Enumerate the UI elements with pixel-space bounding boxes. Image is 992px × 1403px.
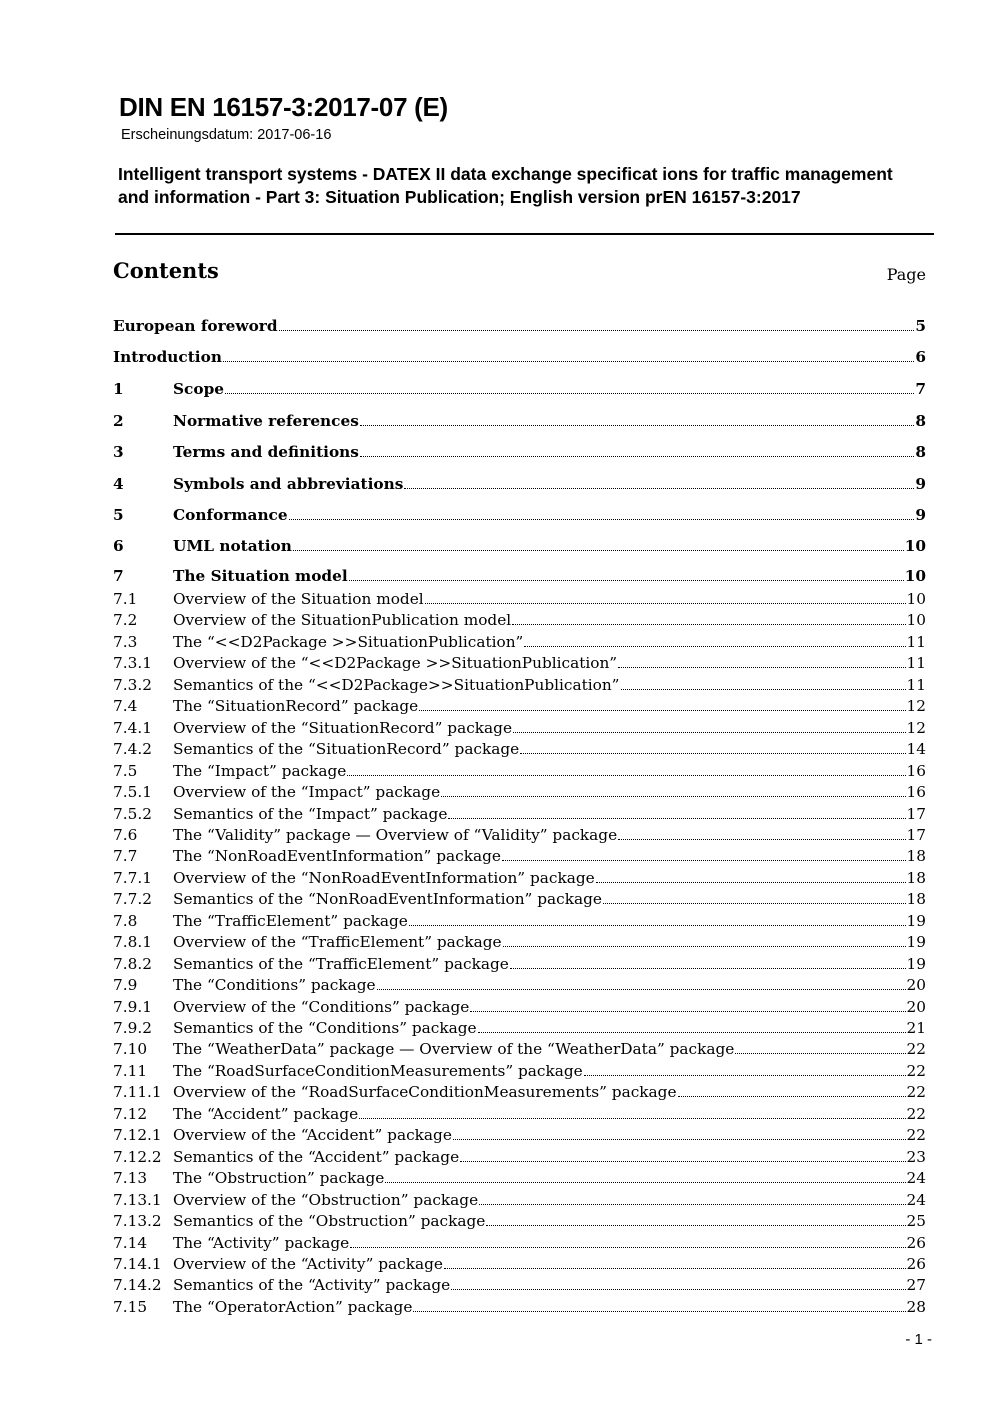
toc-section-title: The “Conditions” package (173, 976, 376, 995)
toc-page-number: 7 (915, 380, 926, 398)
toc-section-number: 7.4.1 (113, 718, 152, 737)
toc-page-number: 11 (906, 675, 926, 694)
toc-page-number: 28 (906, 1297, 926, 1316)
toc-page-number: 17 (906, 825, 926, 844)
toc-dot-leader (478, 1029, 906, 1033)
toc-dot-leader (425, 600, 906, 604)
toc-page-number: 9 (915, 475, 926, 493)
toc-section-number: 7.12.1 (113, 1126, 162, 1145)
toc-entry[interactable] (113, 1296, 926, 1316)
toc-section-title: Overview of the Situation model (173, 590, 424, 608)
toc-page-number: 25 (906, 1212, 926, 1231)
toc-entry[interactable] (113, 781, 926, 801)
toc-dot-leader (404, 485, 914, 489)
toc-dot-leader (460, 1158, 905, 1162)
toc-page-number: 14 (906, 740, 926, 759)
toc-page-number: 21 (906, 1019, 926, 1037)
toc-entry[interactable] (113, 674, 926, 694)
toc-page-number: 19 (906, 933, 926, 952)
toc-section-number: 7.11 (113, 1061, 148, 1080)
toc-section-number: 7.6 (113, 825, 138, 844)
toc-entry[interactable] (113, 717, 926, 737)
toc-page-number: 22 (906, 1126, 926, 1145)
toc-section-title: Semantics of the “Activity” package (173, 1276, 451, 1295)
toc-section-number: 7.4.2 (113, 740, 152, 759)
toc-dot-leader (349, 577, 904, 581)
toc-page-number: 11 (906, 654, 926, 673)
toc-entry[interactable] (113, 1253, 926, 1273)
toc-page-number: 22 (906, 1040, 926, 1059)
toc-entry[interactable] (113, 1060, 926, 1080)
toc-section-number: 7.13.2 (113, 1212, 162, 1231)
toc-entry[interactable] (113, 738, 926, 758)
toc-entry[interactable] (113, 1038, 926, 1058)
document-id: DIN EN 16157-3:2017-07 (E) (119, 92, 448, 122)
publication-date: Erscheinungsdatum: 2017-06-16 (121, 127, 332, 143)
toc-section-number: 7.4 (113, 697, 138, 716)
toc-section-number: 7.3.2 (113, 675, 152, 694)
toc-page-number: 22 (906, 1083, 926, 1102)
toc-section-number: 7.7.2 (113, 890, 152, 909)
toc-section-title: Semantics of the “<<D2Package>>SituationPublication” (173, 675, 620, 694)
toc-section-title: Overview of the “<<D2Package >>SituationPublication” (173, 654, 618, 673)
toc-section-title: Symbols and abbreviations (173, 475, 404, 493)
toc-section-number: 7.12 (113, 1104, 148, 1123)
toc-section-number: 7.7.1 (113, 868, 152, 887)
toc-dot-leader (510, 965, 906, 969)
footer-page-number: - 1 - (905, 1331, 932, 1348)
toc-section-title: The “NonRoadEventInformation” package (173, 847, 501, 866)
toc-entry[interactable] (113, 1232, 926, 1252)
toc-section-title: The “OperatorAction” package (173, 1297, 413, 1316)
toc-dot-leader (453, 1136, 906, 1140)
toc-dot-leader (470, 1008, 905, 1012)
toc-section-number: 7.12.2 (113, 1147, 162, 1166)
toc-page-number: 6 (915, 348, 926, 366)
toc-section-number: 7.15 (113, 1297, 148, 1316)
page-column-heading: Page (886, 265, 926, 284)
toc-entry[interactable] (113, 845, 926, 865)
toc-page-number: 19 (906, 911, 926, 930)
toc-section-number: 7.14 (113, 1233, 148, 1252)
toc-section-number: 7.8 (113, 911, 138, 930)
toc-entry[interactable] (113, 565, 926, 585)
toc-dot-leader (524, 643, 905, 647)
toc-section-number: 7.8.1 (113, 933, 152, 952)
toc-section-number: 7.9 (113, 976, 138, 995)
toc-dot-leader (486, 1222, 905, 1226)
toc-section-title: Semantics of the “Conditions” package (173, 1019, 477, 1037)
toc-section-number: 7.13.1 (113, 1190, 162, 1209)
toc-section-title: UML notation (173, 537, 292, 555)
toc-entry[interactable] (113, 910, 926, 930)
toc-section-title: The “Accident” package (173, 1104, 359, 1123)
contents-heading: Contents (113, 258, 219, 283)
toc-entry[interactable] (113, 1017, 926, 1037)
toc-section-number: 7.5.2 (113, 804, 152, 823)
toc-section-title: Overview of the “NonRoadEventInformation” package (173, 868, 595, 887)
toc-section-title: Semantics of the “Accident” package (173, 1147, 460, 1166)
toc-entry[interactable] (113, 1081, 926, 1101)
toc-dot-leader (377, 986, 906, 990)
toc-entry[interactable] (113, 315, 926, 335)
toc-section-title: Overview of the “SituationRecord” package (173, 718, 512, 737)
toc-entry[interactable] (113, 441, 926, 461)
toc-page-number: 19 (906, 954, 926, 973)
toc-page-number: 24 (906, 1169, 926, 1188)
toc-entry[interactable] (113, 1103, 926, 1123)
toc-section-title: The “TrafficElement” package (173, 911, 408, 930)
toc-entry[interactable] (113, 803, 926, 823)
toc-section-title: Semantics of the “NonRoadEventInformation” package (173, 890, 602, 909)
toc-page-number: 22 (906, 1104, 926, 1123)
toc-page-number: 10 (904, 537, 926, 555)
toc-dot-leader (360, 453, 914, 457)
toc-entry[interactable] (113, 1146, 926, 1166)
toc-dot-leader (385, 1179, 905, 1183)
toc-page-number: 8 (915, 443, 926, 461)
toc-dot-leader (444, 1265, 906, 1269)
toc-section-number: 7.8.2 (113, 954, 152, 973)
toc-section-title: Overview of the “Conditions” package (173, 997, 470, 1016)
toc-section-number: 3 (113, 443, 124, 461)
toc-page-number: 10 (904, 567, 926, 585)
toc-section-title: The “Obstruction” package (173, 1169, 385, 1188)
toc-section-number: 5 (113, 506, 124, 524)
toc-section-number: 7.5.1 (113, 783, 152, 802)
toc-dot-leader (409, 922, 906, 926)
toc-entry[interactable] (113, 504, 926, 524)
toc-section-number: 7.9.2 (113, 1019, 152, 1037)
toc-dot-leader (289, 516, 915, 520)
toc-page-number: 5 (915, 317, 926, 335)
toc-dot-leader (678, 1093, 906, 1097)
toc-dot-leader (502, 857, 906, 861)
toc-section-title: Semantics of the “Obstruction” package (173, 1212, 486, 1231)
toc-section-number: 7.11.1 (113, 1083, 162, 1102)
toc-section-title: Overview of the “Activity” package (173, 1254, 443, 1273)
toc-entry[interactable] (113, 1189, 926, 1209)
toc-page-number: 23 (906, 1147, 926, 1166)
toc-section-title: The “Validity” package — Overview of “Validity” package (173, 825, 618, 844)
toc-entry[interactable] (113, 953, 926, 973)
toc-entry[interactable] (113, 1167, 926, 1187)
toc-entry[interactable] (113, 588, 926, 608)
toc-dot-leader (448, 815, 905, 819)
toc-section-title: The “RoadSurfaceConditionMeasurements” package (173, 1061, 583, 1080)
toc-section-title: The “<<D2Package >>SituationPublication” (173, 632, 524, 651)
toc-section-title: Overview of the “Accident” package (173, 1126, 452, 1145)
toc-dot-leader (512, 621, 905, 625)
toc-dot-leader (350, 1244, 905, 1248)
toc-section-number: 7.5 (113, 761, 138, 780)
toc-page-number: 26 (906, 1254, 926, 1273)
toc-entry[interactable] (113, 760, 926, 780)
toc-dot-leader (618, 664, 905, 668)
toc-page-number: 27 (906, 1276, 926, 1295)
toc-section-title: Overview of the “Obstruction” package (173, 1190, 479, 1209)
toc-section-title: Overview of the “RoadSurfaceConditionMeasurements” package (173, 1083, 677, 1102)
toc-dot-leader (603, 900, 906, 904)
toc-entry[interactable] (113, 1210, 926, 1230)
toc-dot-leader (513, 729, 906, 733)
toc-page-number: 8 (915, 412, 926, 430)
toc-section-number: 7.14.2 (113, 1276, 162, 1295)
toc-entry[interactable] (113, 824, 926, 844)
toc-section-title: The “SituationRecord” package (173, 697, 419, 716)
toc-entry[interactable] (113, 867, 926, 887)
toc-section-title: Overview of the “TrafficElement” package (173, 933, 502, 952)
toc-page-number: 18 (906, 847, 926, 866)
toc-dot-leader (618, 836, 905, 840)
toc-section-title: Semantics of the “TrafficElement” package (173, 954, 509, 973)
toc-entry[interactable] (113, 931, 926, 951)
toc-page-number: 9 (915, 506, 926, 524)
toc-entry[interactable] (113, 410, 926, 430)
toc-dot-leader (520, 750, 905, 754)
toc-section-title: The Situation model (173, 567, 348, 585)
toc-page-number: 10 (906, 611, 926, 630)
toc-page-number: 20 (906, 997, 926, 1016)
toc-entry[interactable] (113, 609, 926, 629)
toc-section-title: Overview of the “Impact” package (173, 783, 441, 802)
toc-section-title: Semantics of the “SituationRecord” package (173, 740, 520, 759)
toc-dot-leader (413, 1308, 905, 1312)
toc-section-title: Conformance (173, 506, 288, 524)
toc-section-number: 7.7 (113, 847, 138, 866)
toc-section-number: 4 (113, 475, 124, 493)
toc-page-number: 20 (906, 976, 926, 995)
toc-entry[interactable] (113, 631, 926, 651)
toc-section-number: 1 (113, 380, 124, 398)
toc-section-number: 7.2 (113, 611, 138, 630)
toc-section-number: 7 (113, 567, 124, 585)
toc-section-title: Normative references (173, 412, 359, 430)
toc-entry[interactable] (113, 346, 926, 366)
toc-entry[interactable] (113, 378, 926, 398)
toc-section-number: 7.3.1 (113, 654, 152, 673)
toc-section-title: The “Activity” package (173, 1233, 350, 1252)
toc-dot-leader (279, 327, 915, 331)
toc-entry[interactable] (113, 888, 926, 908)
toc-dot-leader (621, 686, 906, 690)
toc-page-number: 18 (906, 890, 926, 909)
toc-entry[interactable] (113, 535, 926, 555)
toc-dot-leader (479, 1201, 905, 1205)
toc-page-number: 17 (906, 804, 926, 823)
toc-section-number: 7.3 (113, 632, 138, 651)
toc-page-number: 16 (906, 761, 926, 780)
toc-section-title: Introduction (113, 348, 222, 366)
toc-dot-leader (419, 707, 905, 711)
toc-section-title: Terms and definitions (173, 443, 359, 461)
toc-page-number: 18 (906, 868, 926, 887)
toc-entry[interactable] (113, 652, 926, 672)
toc-entry[interactable] (113, 1124, 926, 1144)
toc-section-title: Semantics of the “Impact” package (173, 804, 448, 823)
toc-page-number: 12 (906, 697, 926, 716)
table-of-contents (113, 0, 926, 1403)
toc-entry[interactable] (113, 695, 926, 715)
toc-page-number: 22 (906, 1061, 926, 1080)
toc-section-number: 6 (113, 537, 124, 555)
toc-dot-leader (225, 390, 914, 394)
toc-dot-leader (584, 1072, 906, 1076)
toc-dot-leader (223, 358, 914, 362)
toc-section-title: The “WeatherData” package — Overview of the “WeatherData” package (173, 1040, 735, 1059)
toc-page-number: 26 (906, 1233, 926, 1252)
toc-page-number: 24 (906, 1190, 926, 1209)
toc-dot-leader (293, 547, 904, 551)
toc-section-number: 7.9.1 (113, 997, 152, 1016)
toc-section-title: The “Impact” package (173, 761, 347, 780)
toc-dot-leader (359, 1115, 905, 1119)
toc-entry[interactable] (113, 473, 926, 493)
toc-section-number: 7.10 (113, 1040, 148, 1059)
toc-page-number: 10 (906, 590, 926, 608)
document-title: Intelligent transport systems - DATEX II data exchange specificat ions for traffic management and information - Part 3: Situation Publication; English version prEN 16157-3:2017 (118, 164, 893, 207)
toc-dot-leader (441, 793, 905, 797)
toc-page-number: 16 (906, 783, 926, 802)
toc-entry[interactable] (113, 1274, 926, 1294)
toc-dot-leader (360, 422, 915, 426)
toc-section-number: 7.1 (113, 590, 138, 608)
toc-dot-leader (503, 943, 906, 947)
toc-section-title: European foreword (113, 317, 278, 335)
toc-page-number: 12 (906, 718, 926, 737)
toc-section-number: 7.14.1 (113, 1254, 162, 1273)
toc-section-title: Scope (173, 380, 224, 398)
toc-dot-leader (347, 772, 905, 776)
toc-dot-leader (735, 1050, 905, 1054)
toc-section-number: 2 (113, 412, 124, 430)
toc-section-number: 7.13 (113, 1169, 148, 1188)
toc-section-title: Overview of the SituationPublication model (173, 611, 512, 630)
toc-page-number: 11 (906, 632, 926, 651)
toc-dot-leader (596, 879, 906, 883)
toc-entry[interactable] (113, 974, 926, 994)
toc-dot-leader (451, 1286, 905, 1290)
toc-entry[interactable] (113, 996, 926, 1016)
